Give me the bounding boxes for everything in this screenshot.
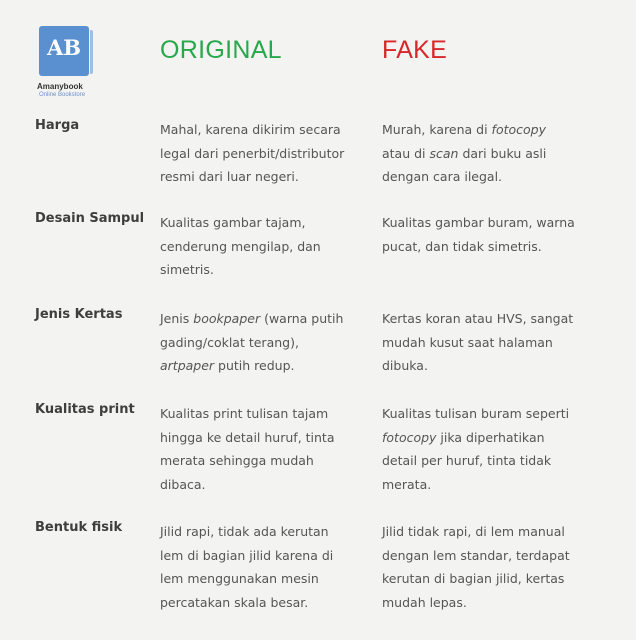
original-cell [160, 520, 372, 614]
row-label: Kualitas print [35, 402, 135, 417]
text-segment: merata. [382, 476, 432, 492]
fake-cell [382, 402, 594, 496]
text-segment: Kertas koran atau HVS, sangat [382, 311, 574, 326]
text-segment: Kualitas print tulisan tajam [160, 406, 329, 421]
text-segment: legal dari penerbit/distributor [160, 145, 345, 161]
cell-line [382, 567, 594, 591]
text-segment: dibuka. [382, 358, 428, 373]
row-label: Jenis Kertas [35, 307, 123, 322]
text-segment: Kualitas tulisan buram seperti [382, 406, 570, 421]
text-segment: cenderung mengilap, dan [160, 238, 321, 254]
text-segment: Jilid rapi, tidak ada kerutan [160, 524, 329, 539]
fake-cell [382, 520, 594, 614]
fake-cell [382, 118, 594, 189]
original-cell [160, 118, 372, 189]
cell-line [160, 142, 372, 166]
text-segment: Kualitas gambar buram, warna [382, 215, 575, 230]
cell-line [382, 473, 594, 497]
text-segment: gading/coklat terang), [160, 334, 299, 350]
cell-line [160, 402, 372, 426]
fake-cell [382, 211, 594, 258]
text-segment: (warna putih [260, 311, 344, 326]
cell-line [382, 307, 594, 331]
column-heading-original: ORIGINAL [160, 36, 282, 64]
text-segment: detail per huruf, tinta tidak [382, 453, 552, 468]
italic-term: bookpaper [193, 311, 261, 326]
text-segment: lem menggunakan mesin [160, 571, 319, 586]
text-segment: dibaca. [160, 476, 206, 492]
text-segment: Murah, karena di [382, 122, 492, 137]
cell-line [160, 544, 372, 568]
cell-line [382, 331, 594, 355]
text-segment: percatakan skala besar. [160, 594, 309, 610]
italic-term: scan [429, 145, 459, 161]
cell-line [382, 520, 594, 544]
fake-cell [382, 307, 594, 378]
cell-line [160, 165, 372, 189]
cell-line [160, 118, 372, 142]
row-label: Bentuk fisik [35, 520, 123, 535]
logo-letters: AB [46, 35, 82, 60]
text-segment: Kualitas gambar tajam, [160, 215, 306, 230]
cell-line [160, 354, 372, 378]
cell-line [160, 307, 372, 331]
row-label: Harga [35, 118, 80, 133]
cell-line [160, 211, 372, 235]
italic-term: fotocopy [382, 429, 437, 445]
cell-line [382, 235, 594, 259]
cell-line [382, 165, 594, 189]
cell-line [382, 211, 594, 235]
amanybook-logo [37, 26, 93, 104]
text-segment: mudah lepas. [382, 594, 467, 610]
cell-line [160, 331, 372, 355]
text-segment: Jilid tidak rapi, di lem manual [382, 524, 565, 539]
cell-line [382, 544, 594, 568]
row-label: Desain Sampul [35, 211, 145, 226]
text-segment: dari buku asli [458, 145, 547, 161]
text-segment: mudah kusut saat halaman [382, 334, 553, 350]
italic-term: fotocopy [491, 122, 546, 137]
cell-line [160, 567, 372, 591]
italic-term: artpaper [160, 358, 215, 373]
cell-line [382, 118, 594, 142]
book-icon [39, 26, 89, 76]
text-segment: resmi dari luar negeri. [160, 169, 299, 184]
cell-line [160, 235, 372, 259]
text-segment: atau di [382, 145, 430, 161]
text-segment: dengan lem standar, terdapat [382, 547, 570, 563]
original-cell [160, 402, 372, 496]
text-segment: putih redup. [214, 358, 295, 373]
text-segment: simetris. [160, 262, 214, 277]
cell-line [160, 426, 372, 450]
cell-line [160, 473, 372, 497]
cell-line [382, 142, 594, 166]
cell-line [160, 258, 372, 282]
text-segment: dengan cara ilegal. [382, 169, 503, 184]
cell-line [382, 402, 594, 426]
cell-line [160, 591, 372, 615]
text-segment: Jenis [160, 311, 194, 326]
text-segment: Mahal, karena dikirim secara [160, 122, 341, 137]
column-heading-fake: FAKE [382, 36, 448, 64]
cell-line [382, 426, 594, 450]
text-segment: hingga ke detail huruf, tinta [160, 429, 335, 445]
cell-line [382, 354, 594, 378]
text-segment: merata sehingga mudah [160, 453, 314, 468]
text-segment: kerutan di bagian jilid, kertas [382, 571, 565, 586]
cell-line [382, 591, 594, 615]
original-cell [160, 307, 372, 378]
text-segment: jika diperhatikan [436, 429, 545, 445]
cell-line [382, 449, 594, 473]
cell-line [160, 520, 372, 544]
logo-name: Amanybook [37, 82, 83, 91]
logo-tagline: Online Bookstore [39, 92, 86, 98]
text-segment: lem di bagian jilid karena di [160, 547, 334, 563]
original-cell [160, 211, 372, 282]
text-segment: pucat, dan tidak simetris. [382, 238, 542, 254]
cell-line [160, 449, 372, 473]
